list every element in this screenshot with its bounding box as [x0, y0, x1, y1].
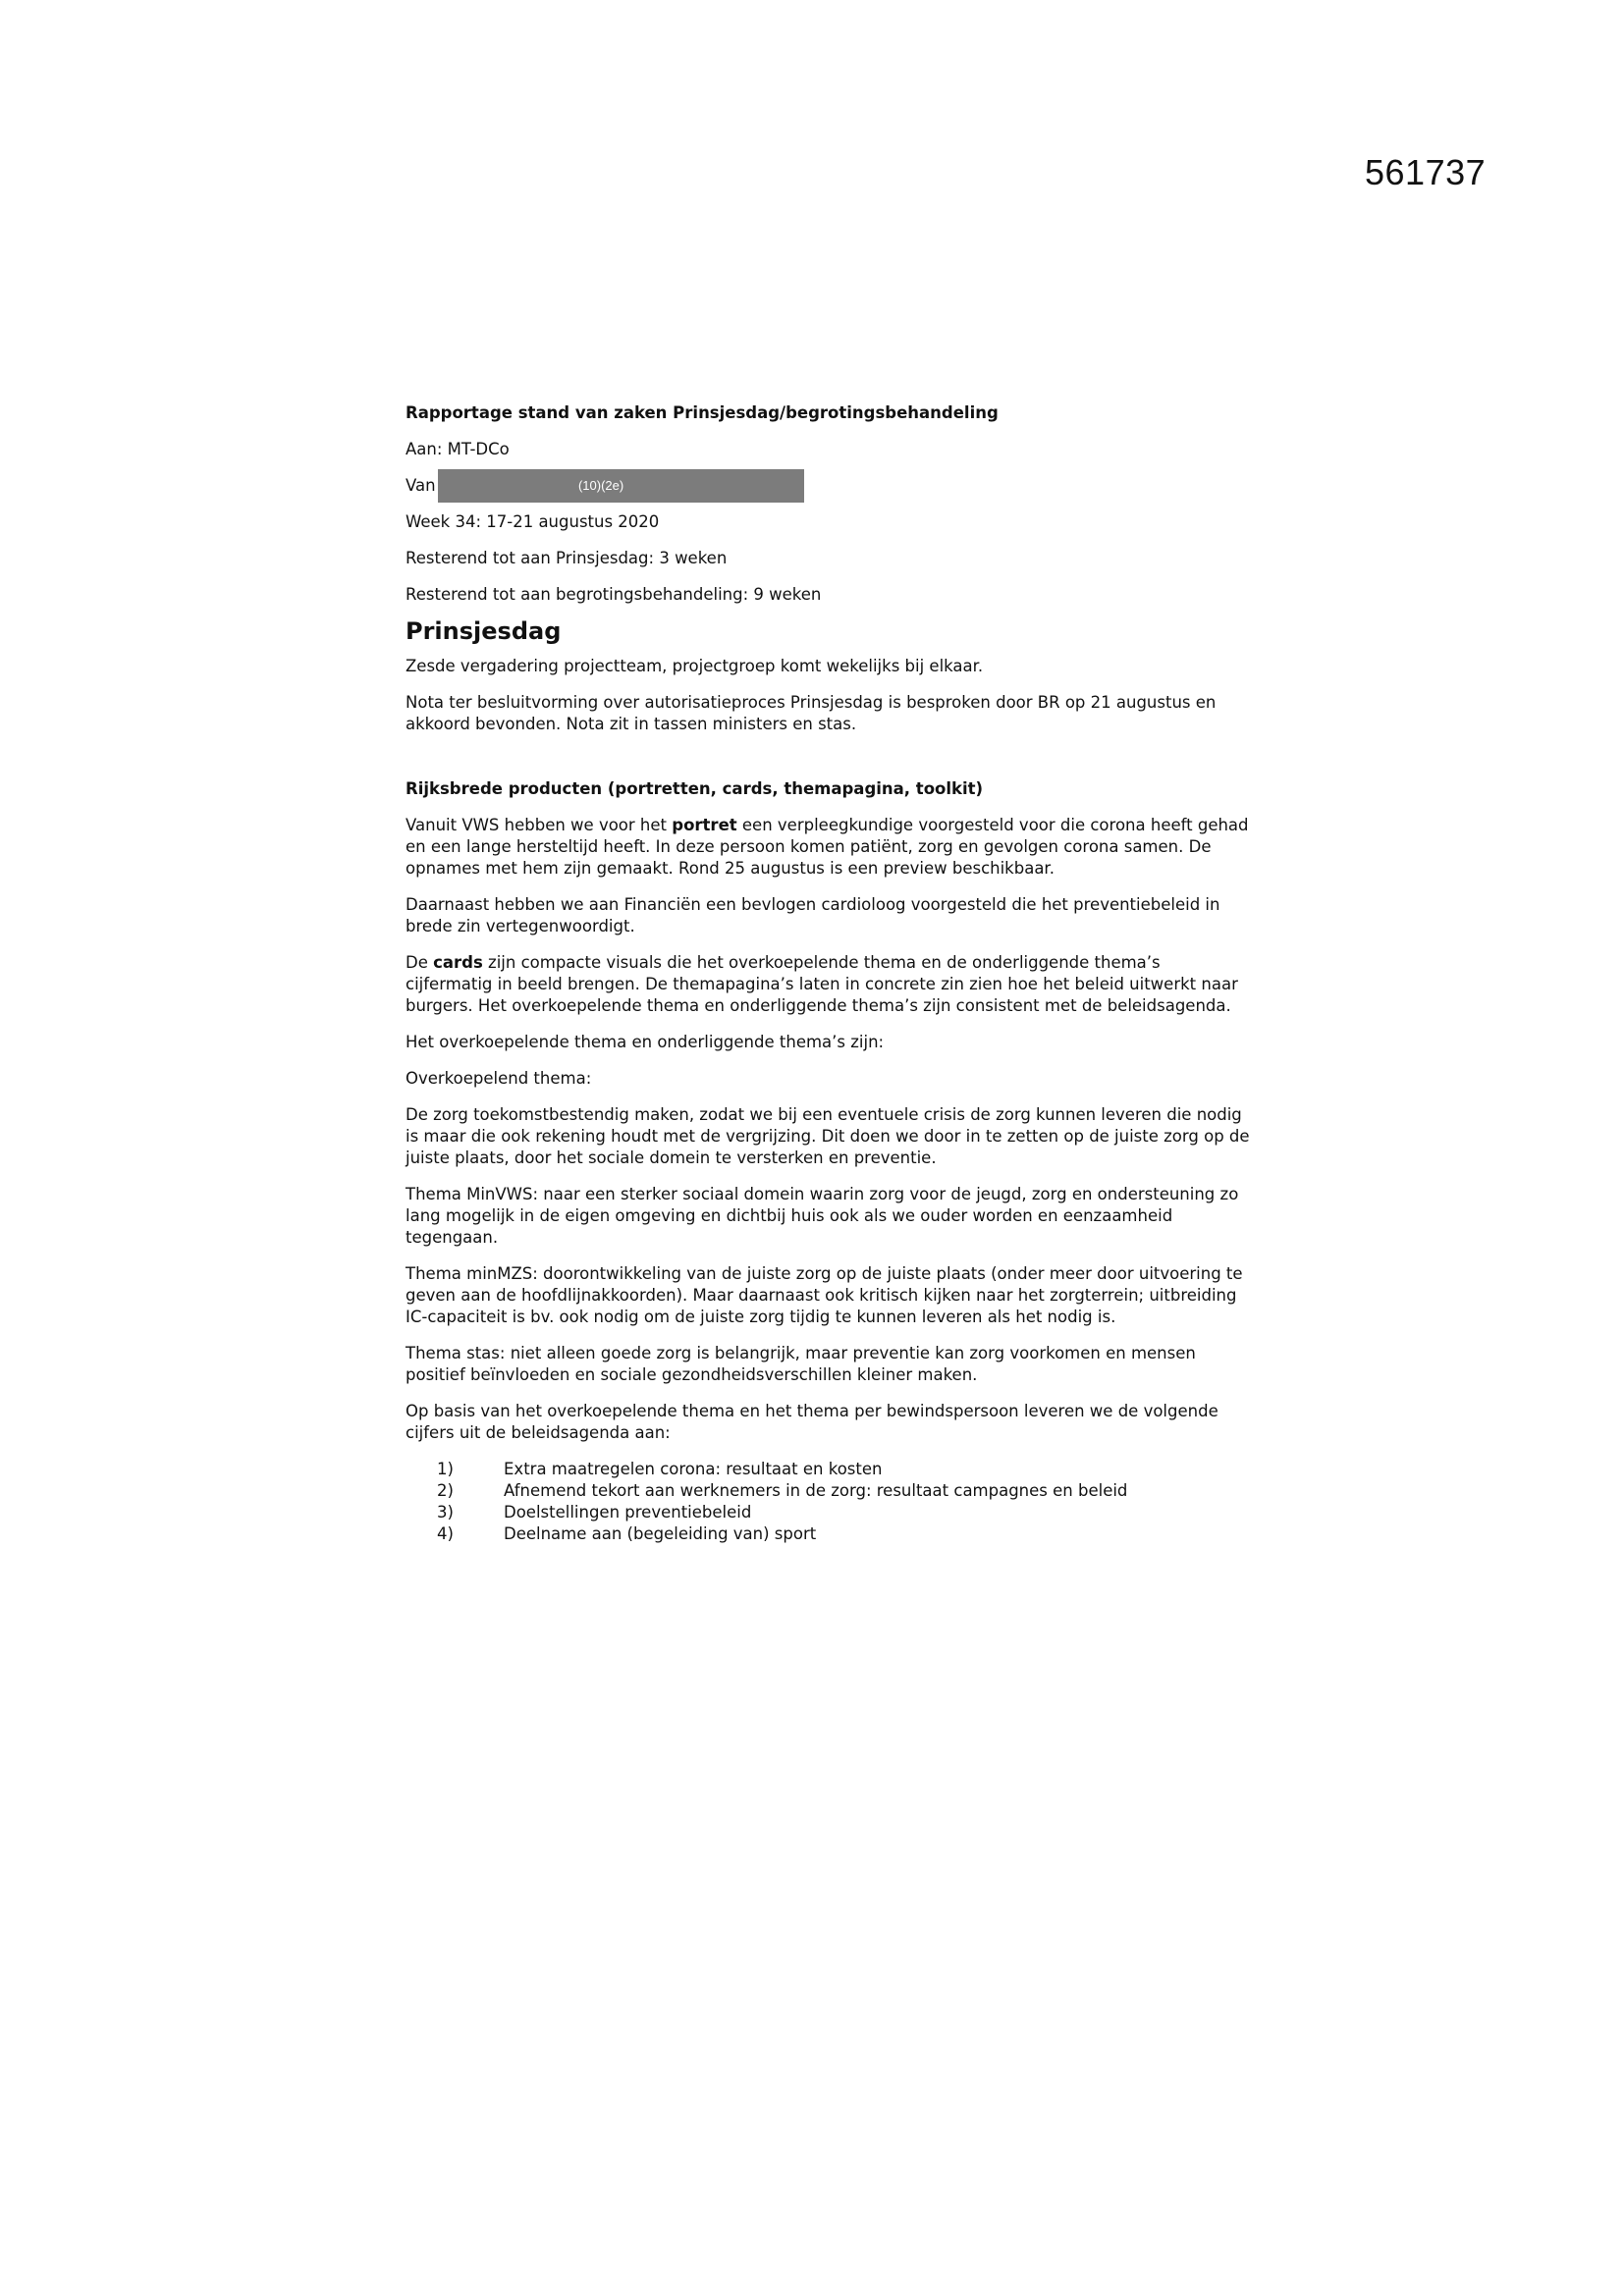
text-run: Vanuit VWS hebben we voor het — [406, 816, 673, 834]
text-run: een verpleegkundige voorgesteld voor die corona heeft gehad en een lange hersteltijd heeft. In deze persoon komen patiënt, zorg en gevolgen corona samen. De opnames met hem zijn gemaakt. Rond 25 augustus is een preview beschikbaar. — [406, 816, 1249, 878]
bold-term-cards: cards — [433, 953, 483, 972]
week-line: Week 34: 17-21 augustus 2020 — [406, 512, 660, 531]
list-number: 1) — [437, 1460, 454, 1478]
paragraph-portret — [406, 815, 1250, 880]
paragraph: Thema stas: niet alleen goede zorg is belangrijk, maar preventie kan zorg voorkomen en mensen positief beïnvloeden en sociale gezondheidsverschillen kleiner maken. — [406, 1344, 1196, 1384]
remaining-prinsjesdag: Resterend tot aan Prinsjesdag: 3 weken — [406, 549, 728, 567]
list-item — [406, 1480, 1250, 1502]
remaining-begroting: Resterend tot aan begrotingsbehandeling: 9 weken — [406, 585, 822, 604]
paragraph: Daarnaast hebben we aan Financiën een bevlogen cardioloog voorgesteld die het preventiebeleid in brede zin vertegenwoordigt. — [406, 895, 1220, 935]
text-run: zijn compacte visuals die het overkoepelende thema en de onderliggende thema’s cijfermatig in beeld brengen. De themapagina’s laten in concrete zin zien hoe het beleid uitwerkt naar burgers. Het overkoepelende thema en onderliggende thema’s zijn consistent met de beleidsagenda. — [406, 953, 1238, 1015]
paragraph: Nota ter besluitvorming over autorisatieproces Prinsjesdag is besproken door BR op 21 augustus en akkoord bevonden. Nota zit in tassen ministers en stas. — [406, 693, 1217, 733]
list-item — [406, 1459, 1250, 1480]
sender-line — [406, 469, 1250, 503]
list-text: Extra maatregelen corona: resultaat en kosten — [504, 1460, 883, 1478]
sender-label: Van — [406, 476, 436, 495]
section-heading-rijksbreed: Rijksbrede producten (portretten, cards, themapagina, toolkit) — [406, 779, 984, 798]
paragraph: Thema minMZS: doorontwikkeling van de juiste zorg op de juiste plaats (onder meer door uitvoering te geven aan de hoofdlijnakkoorden). Maar daarnaast ook kritisch kijken naar het zorgterrein; uitbreiding IC-capaciteit is bv. ook nodig om de juiste zorg tijdig te kunnen leveren als het nodig is. — [406, 1264, 1243, 1326]
redaction-block — [438, 469, 804, 503]
document-body — [406, 402, 1250, 1545]
paragraph: Het overkoepelende thema en onderliggende thema’s zijn: — [406, 1033, 885, 1051]
paragraph: Zesde vergadering projectteam, projectgroep komt wekelijks bij elkaar. — [406, 657, 984, 675]
recipient-line: Aan: MT-DCo — [406, 440, 510, 458]
list-text: Deelname aan (begeleiding van) sport — [504, 1524, 817, 1543]
list-text: Afnemend tekort aan werknemers in de zorg: resultaat campagnes en beleid — [504, 1481, 1128, 1500]
text-run: De — [406, 953, 434, 972]
section-heading-prinsjesdag: Prinsjesdag — [406, 617, 562, 645]
paragraph: Op basis van het overkoepelende thema en het thema per bewindspersoon leveren we de volgende cijfers uit de beleidsagenda aan: — [406, 1402, 1218, 1442]
list-text: Doelstellingen preventiebeleid — [504, 1503, 752, 1522]
redaction-code: (10)(2e) — [577, 478, 624, 493]
list-number: 3) — [437, 1503, 454, 1522]
list-number: 2) — [437, 1481, 454, 1500]
paragraph: Thema MinVWS: naar een sterker sociaal domein waarin zorg voor de jeugd, zorg en ondersteuning zo lang mogelijk in de eigen omgeving en dichtbij huis ook als we ouder worden en eenzaamheid tegengaan. — [406, 1185, 1239, 1247]
document-title: Rapportage stand van zaken Prinsjesdag/begrotingsbehandeling — [406, 403, 999, 422]
paragraph: De zorg toekomstbestendig maken, zodat we bij een eventuele crisis de zorg kunnen leveren die nodig is maar die ook rekening houdt met de vergrijzing. Dit doen we door in te zetten op de juiste zorg op de juiste plaats, door het sociale domein te versterken en preventie. — [406, 1105, 1250, 1167]
paragraph-cards — [406, 952, 1250, 1017]
bold-term-portret: portret — [672, 816, 737, 834]
list-item — [406, 1523, 1250, 1545]
list-item — [406, 1502, 1250, 1523]
paragraph: Overkoepelend thema: — [406, 1069, 592, 1088]
list-number: 4) — [437, 1524, 454, 1543]
document-number: 561737 — [1365, 152, 1487, 192]
numbered-list — [406, 1459, 1250, 1545]
